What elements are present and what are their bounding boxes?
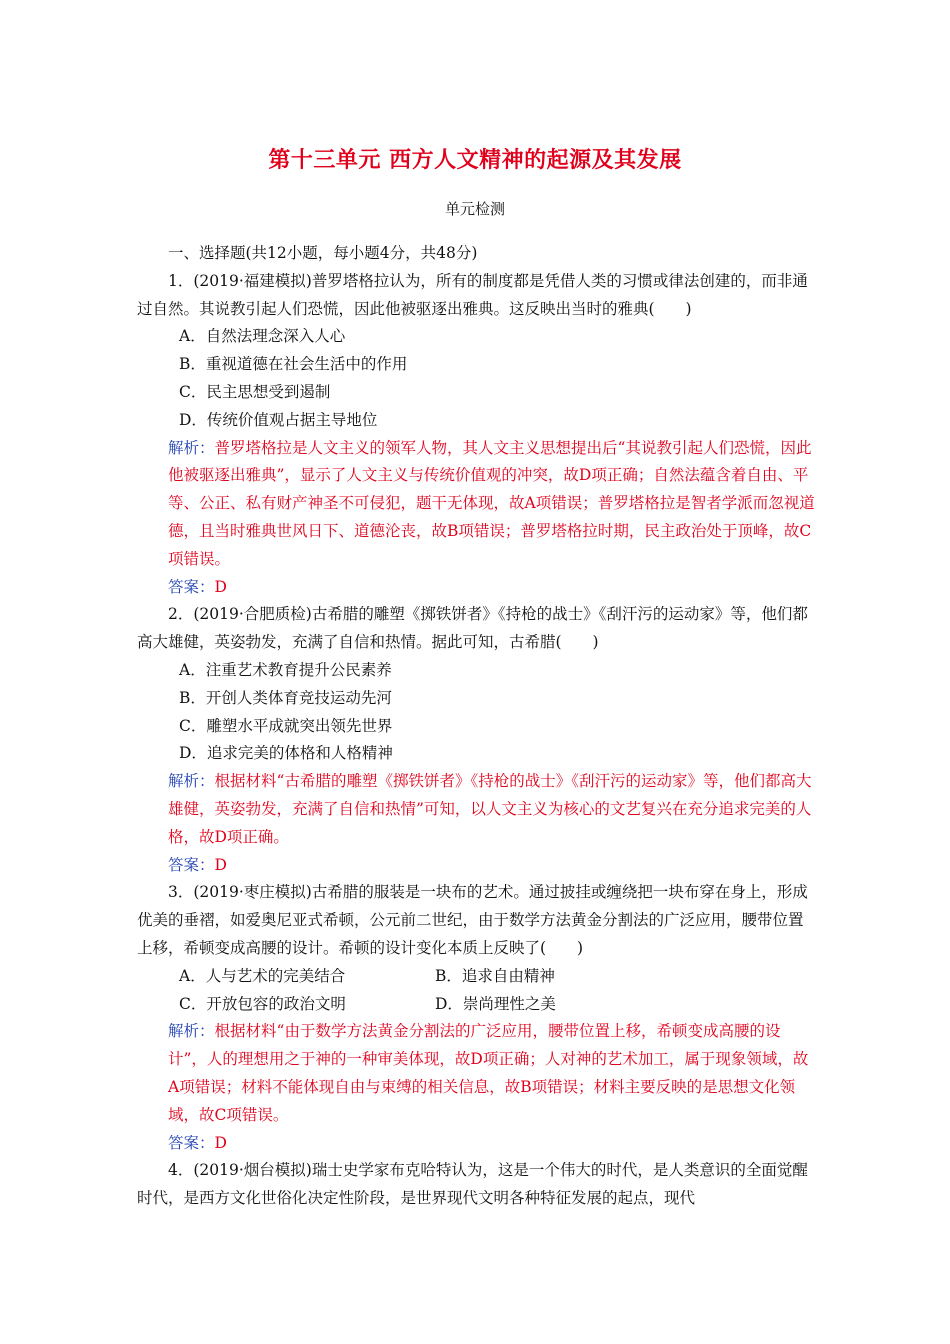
analysis-text: 根据材料“由于数学方法黄金分割法的广泛应用，腰带位置上移，希顿变成高腰的设计”，人的理想用之于神的一种审美体现，故D项正确；人对神的艺术加工，属于现象领域，故A项错误；材料不能体现自由与束缚的相关信息，故B项错误；材料主要反映的是思想文化领域，故C项错误。 <box>168 1022 809 1124</box>
option-d: D．崇尚理性之美 <box>435 994 556 1013</box>
analysis-text: 普罗塔格拉是人文主义的领军人物，其人文主义思想提出后“其说教引起人们恐慌，因此他被驱逐出雅典”，显示了人文主义与传统价值观的冲突，故D项正确；自然法蕴含着自由、平等、公正、私有财产神圣不可侵犯，题干无体现，故A项错误；普罗塔格拉是智者学派而忽视道德，且当时雅典世风日下、道德沦丧，故B项错误；普罗塔格拉时期，民主政治处于顶峰，故C项错误。 <box>168 438 815 568</box>
option-a: A．自然法理念深入人心 <box>179 327 346 346</box>
option-row <box>137 963 817 991</box>
page-title: 第十三单元 西方人文精神的起源及其发展 <box>268 147 682 173</box>
section-header: 一、选择题(共12小题，每小题4分，共48分) <box>168 244 478 262</box>
analysis-label: 解析： <box>168 438 215 457</box>
analysis-text: 根据材料“古希腊的雕塑《掷铁饼者》《持枪的战士》《刮汗污的运动家》等，他们都高大雄健，英姿勃发，充满了自信和热情”可知，以人文主义为核心的文艺复兴在充分追求完美的人格，故D项正确。 <box>168 772 812 846</box>
option-d: D．传统价值观占据主导地位 <box>179 410 378 429</box>
answer-value: D <box>214 855 227 874</box>
document-body <box>137 240 817 1213</box>
analysis <box>137 1018 817 1129</box>
option-a: A．注重艺术教育提升公民素养 <box>179 660 392 679</box>
analysis-label: 解析： <box>168 1022 215 1041</box>
page-subtitle: 单元检测 <box>444 200 505 218</box>
answer <box>137 1130 817 1158</box>
option-a: A．人与艺术的完美结合 <box>179 966 346 985</box>
analysis <box>137 435 817 574</box>
option-d: D．追求完美的体格和人格精神 <box>179 744 393 763</box>
option-b: B．重视道德在社会生活中的作用 <box>179 355 408 374</box>
answer-value: D <box>214 577 227 596</box>
answer-label: 答案： <box>168 1133 215 1152</box>
analysis <box>137 768 817 851</box>
question-stem: 2．(2019·合肥质检)古希腊的雕塑《掷铁饼者》《持枪的战士》《刮汗污的运动家》等，他们都高大雄健，英姿勃发，充满了自信和热情。据此可知，古希腊( ) <box>137 605 808 652</box>
question-stem: 4．(2019·烟台模拟)瑞士史学家布克哈特认为，这是一个伟大的时代，是人类意识的全面觉醒时代，是西方文化世俗化决定性阶段，是世界现代文明各种特征发展的起点，现代 <box>137 1161 808 1208</box>
question-stem: 3．(2019·枣庄模拟)古希腊的服装是一块布的艺术。通过披挂或缠绕把一块布穿在身上，形成优美的垂褶，如爱奥尼亚式希顿，公元前二世纪，由于数学方法黄金分割法的广泛应用，腰带位置上移，希顿变成高腰的设计。希顿的设计变化本质上反映了( ) <box>137 883 808 957</box>
answer-label: 答案： <box>168 577 215 596</box>
option-c: C．雕塑水平成就突出领先世界 <box>179 716 393 735</box>
answer-label: 答案： <box>168 855 215 874</box>
option-b: B．开创人类体育竞技运动先河 <box>179 688 392 707</box>
option-c: C．开放包容的政治文明 <box>179 994 346 1013</box>
answer <box>137 852 817 880</box>
analysis-label: 解析： <box>168 772 215 791</box>
answer-value: D <box>214 1133 227 1152</box>
option-row <box>137 991 817 1019</box>
option-b: B．追求自由精神 <box>435 966 555 985</box>
option-c: C．民主思想受到遏制 <box>179 382 331 401</box>
answer <box>137 574 817 602</box>
question-stem: 1．(2019·福建模拟)普罗塔格拉认为，所有的制度都是凭借人类的习惯或律法创建的，而非通过自然。其说教引起人们恐慌，因此他被驱逐出雅典。这反映出当时的雅典( ) <box>137 271 808 318</box>
